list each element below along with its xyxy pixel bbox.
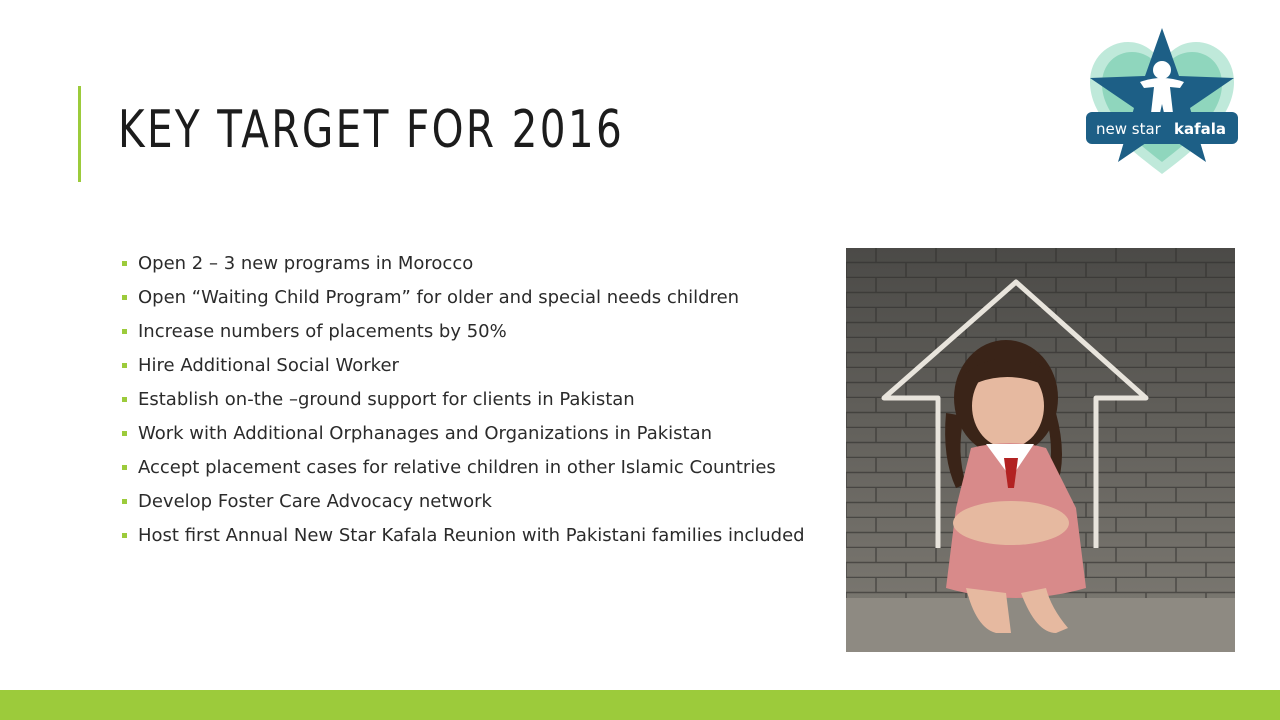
- footer-accent-bar: [0, 690, 1280, 720]
- bullet-item: [122, 348, 805, 382]
- title-accent-bar: [78, 86, 81, 182]
- bullet-list: [122, 246, 805, 552]
- bullet-marker-icon: [122, 397, 127, 402]
- bullet-marker-icon: [122, 533, 127, 538]
- logo-text-new-star: new star: [1096, 120, 1161, 138]
- bullet-text: Accept placement cases for relative children in other Islamic Countries: [138, 456, 776, 478]
- bullet-marker-icon: [122, 295, 127, 300]
- bullet-item: [122, 518, 805, 552]
- girl-chalk-house-photo: [846, 248, 1235, 652]
- bullet-text: Establish on-the –ground support for clients in Pakistan: [138, 388, 635, 410]
- bullet-text: Develop Foster Care Advocacy network: [138, 490, 492, 512]
- bullet-item: [122, 382, 805, 416]
- bullet-text: Host first Annual New Star Kafala Reunion with Pakistani families included: [138, 524, 805, 546]
- bullet-marker-icon: [122, 465, 127, 470]
- bullet-item: [122, 280, 805, 314]
- bullet-item: [122, 416, 805, 450]
- bullet-text: Open “Waiting Child Program” for older and special needs children: [138, 286, 740, 308]
- logo-banner: [1086, 112, 1238, 144]
- bullet-marker-icon: [122, 329, 127, 334]
- bullet-item: [122, 314, 805, 348]
- bullet-text: Work with Additional Orphanages and Organizations in Pakistan: [138, 422, 713, 444]
- bullet-marker-icon: [122, 363, 127, 368]
- logo-text-kafala: kafala: [1174, 120, 1227, 138]
- bullet-marker-icon: [122, 261, 127, 266]
- bullet-text: Hire Additional Social Worker: [138, 354, 399, 376]
- bullet-text: Increase numbers of placements by 50%: [138, 320, 507, 342]
- bullet-item: [122, 484, 805, 518]
- bullet-item: [122, 450, 805, 484]
- new-star-kafala-logo: [1082, 24, 1242, 180]
- bullet-marker-icon: [122, 431, 127, 436]
- bullet-marker-icon: [122, 499, 127, 504]
- bullet-text: Open 2 – 3 new programs in Morocco: [138, 252, 474, 274]
- slide-title: KEY TARGET FOR 2016: [118, 100, 625, 160]
- bullet-item: [122, 246, 805, 280]
